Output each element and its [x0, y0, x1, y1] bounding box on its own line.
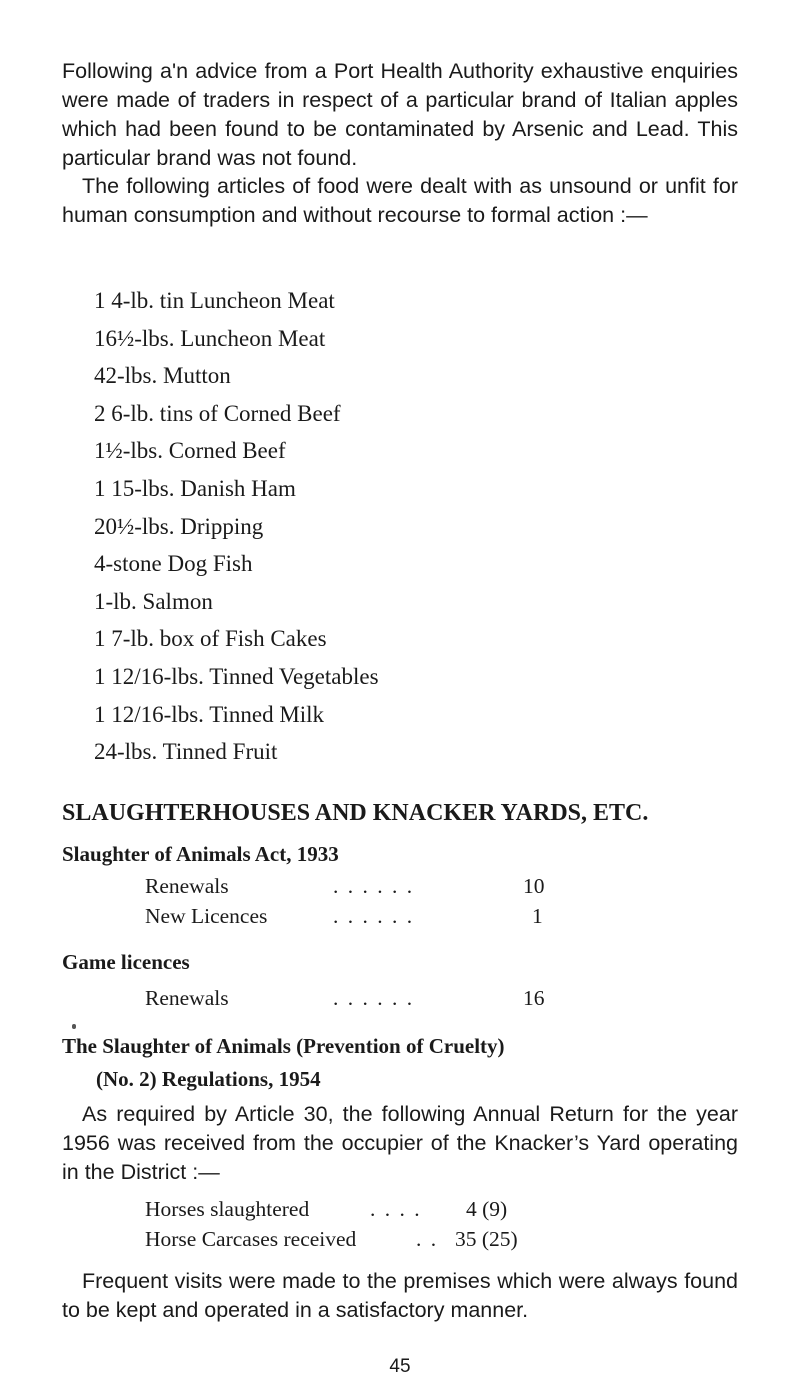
closing-paragraph: [62, 1267, 738, 1325]
game-renewals-row: [145, 986, 585, 1014]
list-item: 1 4-lb. tin Luncheon Meat: [94, 288, 335, 313]
unsound-food-text: The following articles of food were dealt with as unsound or unfit for human consumption and without recourse to formal action :—: [62, 174, 738, 227]
leader-dots: . . . . . .: [333, 904, 415, 928]
regulations-text: As required by Article 30, the following Annual Return for the year 1956 was received from the occupier of the Knacker’s Yard operating in the District :—: [62, 1102, 738, 1184]
renewals-row: [145, 874, 585, 902]
list-item: 1½-lbs. Corned Beef: [94, 438, 286, 464]
horse-carcases-row: [145, 1227, 645, 1255]
list-item: 1-lb. Salmon: [94, 588, 213, 614]
closing-text: Frequent visits were made to the premises which were always found to be kept and operated in a satisfactory manner.: [62, 1269, 738, 1322]
list-item: 42-lbs. Mutton: [94, 363, 231, 389]
list-item: 1 7-lb. box of Fish Cakes: [94, 626, 327, 652]
row-label: Horse Carcases received: [145, 1227, 357, 1251]
leader-dots: . . . . . .: [333, 986, 415, 1010]
intro-paragraph: [62, 57, 738, 173]
list-item: 20½-lbs. Dripping: [94, 513, 264, 539]
section-heading: SLAUGHTERHOUSES AND KNACKER YARDS, ETC.: [62, 800, 649, 826]
regulations-paragraph: [62, 1100, 738, 1187]
list-item: 1 12/16-lbs. Tinned Vegetables: [94, 663, 379, 689]
list-item: 1 15-lbs. Danish Ham: [94, 475, 296, 501]
row-value: 16: [523, 986, 545, 1010]
page-number: 45: [389, 1356, 411, 1377]
row-value: 4 (9): [466, 1197, 508, 1221]
print-speck: [72, 1024, 76, 1029]
slaughter-act-title: Slaughter of Animals Act, 1933: [62, 842, 339, 866]
list-item: 1 12/16-lbs. Tinned Milk: [94, 701, 325, 727]
list-item: 24-lbs. Tinned Fruit: [94, 739, 278, 765]
row-label: Renewals: [145, 874, 229, 898]
list-item: 4-stone Dog Fish: [94, 551, 253, 577]
row-value: 10: [523, 874, 545, 898]
food-items-list: [94, 282, 379, 771]
leader-dots: . . . .: [370, 1197, 422, 1221]
list-item: 2 6-lb. tins of Corned Beef: [94, 400, 341, 426]
row-value: 1: [532, 904, 543, 928]
row-label: Horses slaughtered: [145, 1197, 310, 1221]
regulations-title-line2: (No. 2) Regulations, 1954: [96, 1067, 321, 1091]
horses-slaughtered-row: [145, 1197, 645, 1225]
leader-dots: . .: [416, 1227, 439, 1251]
row-label: New Licences: [145, 904, 268, 928]
intro-text: Following a'n advice from a Port Health Authority exhaustive enquiries were made of traders in respect of a particular brand of Italian apples which had been found to be contaminated by Arsenic and Lead. This particular brand was not found.: [62, 59, 738, 170]
unsound-food-paragraph: [62, 172, 738, 230]
row-value: 35 (25): [455, 1227, 518, 1251]
regulations-title-line1: The Slaughter of Animals (Prevention of Cruelty): [62, 1034, 505, 1058]
new-licences-row: [145, 904, 585, 932]
game-licences-title: Game licences: [62, 950, 190, 974]
leader-dots: . . . . . .: [333, 874, 415, 898]
row-label: Renewals: [145, 986, 229, 1010]
list-item: 16½-lbs. Luncheon Meat: [94, 325, 326, 351]
